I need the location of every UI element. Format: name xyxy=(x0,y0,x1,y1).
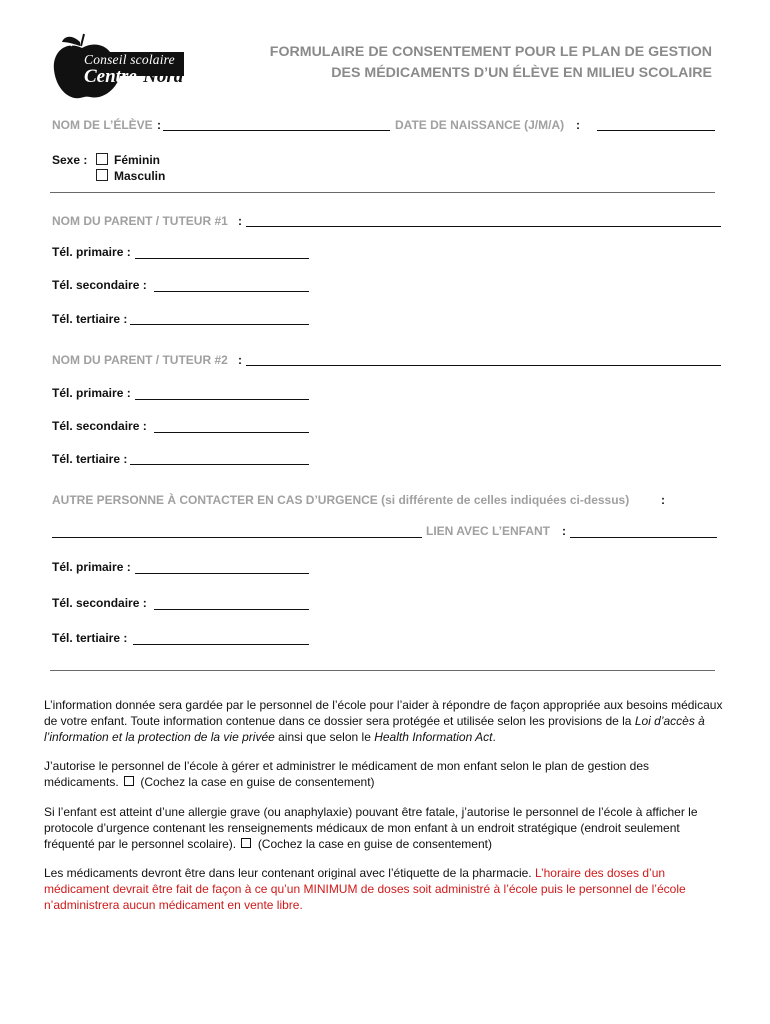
emergency-phone-tertiary-label: Tél. tertiaire : xyxy=(52,631,128,645)
emergency-phone-primary-label: Tél. primaire : xyxy=(52,560,131,574)
parent2-phone-secondary-field[interactable] xyxy=(154,419,309,433)
logo-line-2: Centre-Nord xyxy=(84,66,184,87)
parent1-phone-primary-label: Tél. primaire : xyxy=(52,245,131,259)
privacy-paragraph: L’information donnée sera gardée par le personnel de l’école pour l’aider à répondre de façon appropriée aux besoins médicaux de votre enfant. Toute information contenue dans ce dossier sera protégée et utilisée selon les provisions de la Loi d’accès à l’information et la protection de la vie privée ainsi que selon le Health Information Act. xyxy=(44,698,723,744)
allergy-consent-checkbox[interactable] xyxy=(241,838,251,848)
emergency-phone-tertiary-field[interactable] xyxy=(133,631,309,645)
parent2-label: NOM DU PARENT / TUTEUR #2 xyxy=(52,353,228,367)
parent1-phone-primary-field[interactable] xyxy=(135,245,309,259)
emergency-phone-secondary-label: Tél. secondaire : xyxy=(52,596,147,610)
male-checkbox[interactable] xyxy=(96,169,108,181)
birth-date-field[interactable] xyxy=(597,117,715,131)
parent1-name-field[interactable] xyxy=(246,213,721,227)
section-divider-2 xyxy=(50,670,715,671)
school-board-logo xyxy=(50,30,190,100)
sex-option-male[interactable]: Masculin xyxy=(96,169,165,183)
emergency-name-field[interactable] xyxy=(52,524,422,538)
female-checkbox[interactable] xyxy=(96,153,108,165)
child-relationship-field[interactable] xyxy=(570,524,717,538)
title-line-2: DES MÉDICAMENTS D’UN ÉLÈVE EN MILIEU SCOLAIRE xyxy=(331,65,712,81)
sex-label: Sexe : xyxy=(52,153,88,167)
medication-consent-checkbox[interactable] xyxy=(124,776,134,786)
parent2-phone-secondary-label: Tél. secondaire : xyxy=(52,419,147,433)
form-title xyxy=(192,42,712,84)
sex-option-female[interactable]: Féminin xyxy=(96,153,160,167)
parent2-phone-primary-field[interactable] xyxy=(135,386,309,400)
student-name-field[interactable] xyxy=(163,117,390,131)
parent1-phone-tertiary-label: Tél. tertiaire : xyxy=(52,312,128,326)
medication-container-paragraph: Les médicaments devront être dans leur contenant original avec l’étiquette de la pharmacie. L’horaire des doses d’un médicament devrait être fait de façon à ce qu’un MINIMUM de doses soit administré à l’école puis le personnel de l’école n’administrera aucun médicament en vente libre. xyxy=(44,866,686,912)
birth-date-label: DATE DE NAISSANCE (J/M/A) xyxy=(395,118,565,132)
parent2-phone-tertiary-field[interactable] xyxy=(130,451,309,465)
parent1-phone-secondary-field[interactable] xyxy=(154,278,309,292)
title-line-1: FORMULAIRE DE CONSENTEMENT POUR LE PLAN DE GESTION xyxy=(269,44,712,60)
child-relationship-label: LIEN AVEC L’ENFANT xyxy=(426,524,551,538)
parent1-phone-tertiary-field[interactable] xyxy=(130,311,309,325)
parent1-phone-secondary-label: Tél. secondaire : xyxy=(52,278,147,292)
allergy-consent-paragraph: Si l’enfant est atteint d’une allergie grave (ou anaphylaxie) pouvant être fatale, j’autorise le personnel de l’école à afficher le protocole d’urgence contenant les renseignements médicaux de mon enfant à un endroit stratégique (endroit seulement fréquenté par le personnel scolaire). (Cochez la case en guise de consentement) xyxy=(44,805,698,851)
emergency-contact-label: AUTRE PERSONNE À CONTACTER EN CAS D’URGENCE (si différente de celles indiquées ci-dessus) xyxy=(52,493,630,507)
student-name-label: NOM DE L’ÉLÈVE xyxy=(52,118,153,132)
emergency-phone-secondary-field[interactable] xyxy=(154,596,309,610)
dosage-schedule-note: L’horaire des doses d’un médicament devrait être fait de façon à ce qu’un MINIMUM de doses soit administré à l’école puis le personnel de l’école n’administrera aucun médicament en vente libre. xyxy=(44,866,686,912)
logo-line-1: Conseil scolaire xyxy=(84,52,175,67)
medication-consent-paragraph: J’autorise le personnel de l’école à gérer et administrer le médicament de mon enfant selon le plan de gestion des médicaments. (Cochez la case en guise de consentement) xyxy=(44,759,650,789)
parent1-label: NOM DU PARENT / TUTEUR #1 xyxy=(52,214,228,228)
parent2-phone-primary-label: Tél. primaire : xyxy=(52,386,131,400)
parent2-phone-tertiary-label: Tél. tertiaire : xyxy=(52,452,128,466)
section-divider xyxy=(50,192,715,193)
parent2-name-field[interactable] xyxy=(246,352,721,366)
emergency-phone-primary-field[interactable] xyxy=(135,560,309,574)
